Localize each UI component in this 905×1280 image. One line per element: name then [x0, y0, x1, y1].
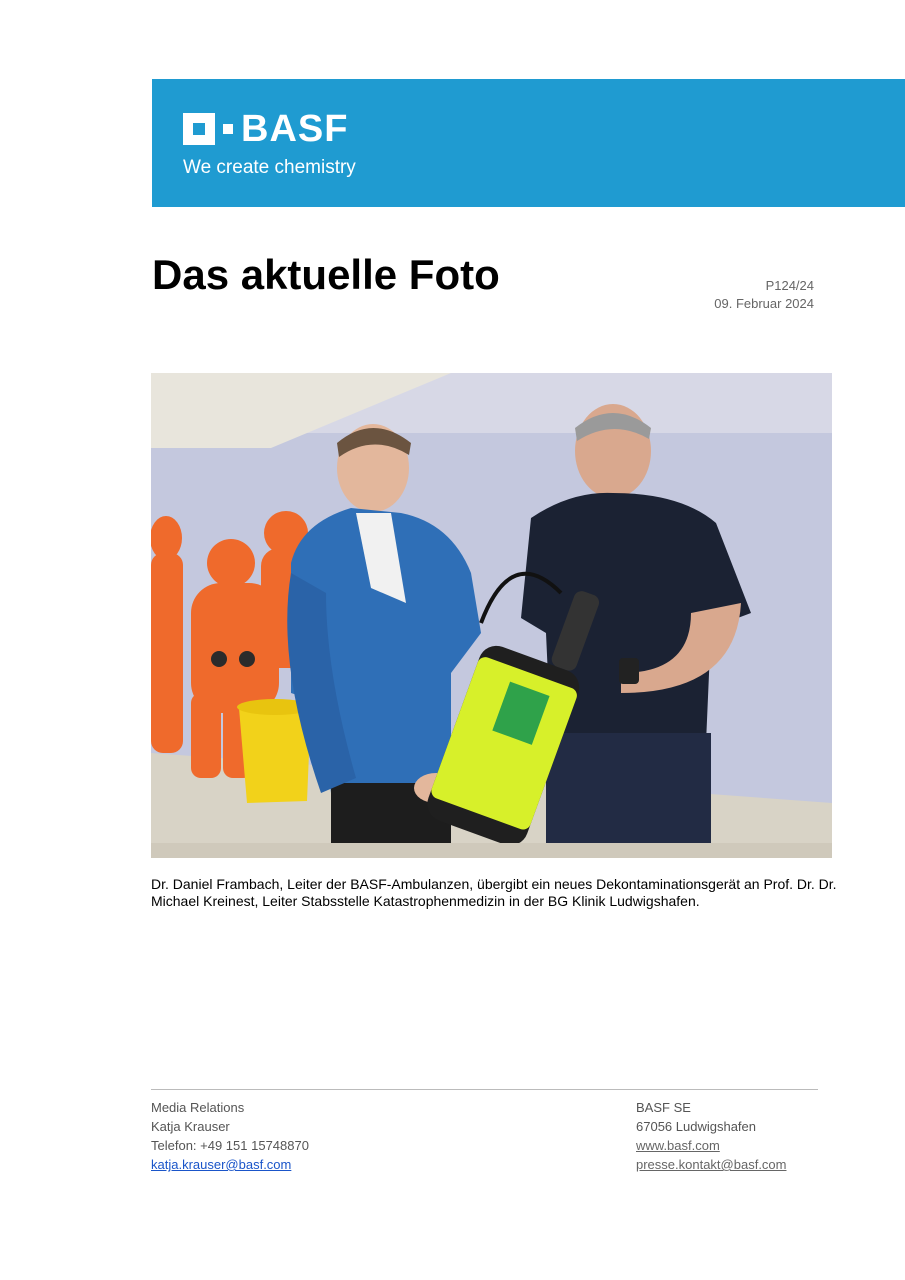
contact-phone: Telefon: +49 151 15748870 [151, 1138, 309, 1153]
logo-wordmark: BASF [241, 108, 349, 150]
tagline: We create chemistry [183, 157, 356, 178]
photo-illustration [151, 373, 832, 858]
press-photo [151, 373, 832, 858]
reference-number: P124/24 [765, 278, 814, 293]
header-banner [152, 79, 905, 207]
footer-contact [151, 1098, 309, 1174]
company-email-link[interactable]: presse.kontakt@basf.com [636, 1157, 787, 1172]
logo-square-icon [183, 113, 215, 145]
contact-email-link[interactable]: katja.krauser@basf.com [151, 1157, 292, 1172]
page-title: Das aktuelle Foto [152, 251, 500, 298]
document-meta [714, 277, 814, 313]
company-name: BASF SE [636, 1100, 691, 1115]
company-address: 67056 Ludwigshafen [636, 1119, 756, 1134]
contact-department: Media Relations [151, 1100, 245, 1115]
logo-dash-icon [223, 124, 233, 134]
footer-company [636, 1098, 786, 1174]
basf-logo [183, 108, 349, 150]
company-website-link[interactable]: www.basf.com [636, 1138, 720, 1153]
contact-name: Katja Krauser [151, 1119, 230, 1134]
photo-caption: Dr. Daniel Frambach, Leiter der BASF-Ambulanzen, übergibt ein neues Dekontaminationsgerät an Prof. Dr. Dr. Michael Kreinest, Leiter Stabsstelle Katastrophenmedizin in der BG Klinik Ludwigshafen. [151, 876, 837, 909]
footer-divider [151, 1089, 818, 1090]
document-date: 09. Februar 2024 [714, 296, 814, 311]
